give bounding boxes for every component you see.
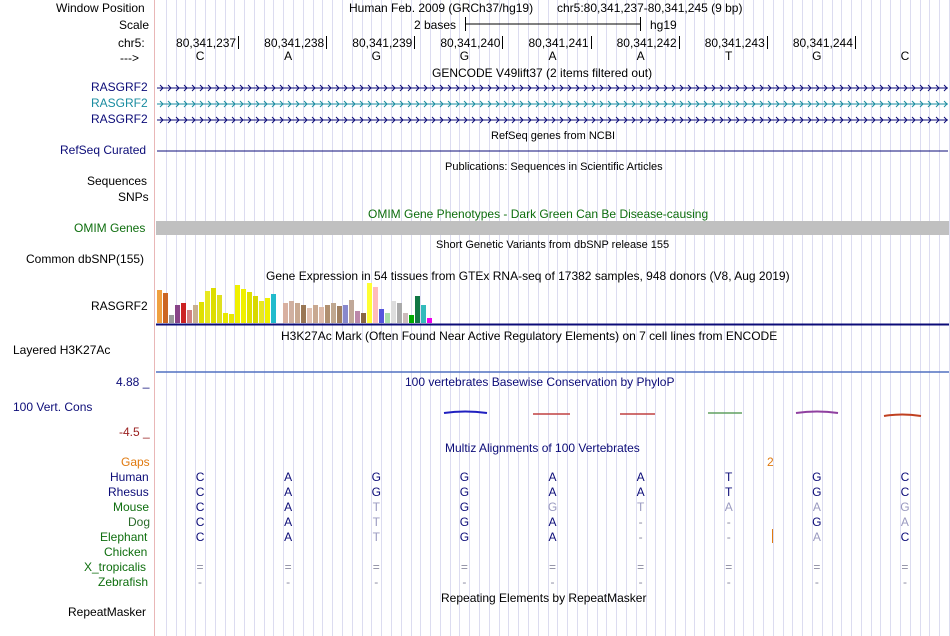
position-readout: chr5:80,341,237-80,341,245 (9 bp) [557,1,743,15]
reference-base: A [548,49,557,63]
species-dog: Dog [128,515,151,529]
gtex-tissue-bar [229,314,234,323]
scale-text: 2 bases [414,18,457,32]
species-elephant: Elephant [100,530,148,544]
coordinate-label: 80,341,241 [528,36,589,50]
alignment-base: = [196,560,204,574]
reference-base: G [812,49,822,63]
gtex-tissue-bar [247,292,252,323]
alignment-base: A [548,530,557,544]
alignment-base: C [195,500,205,514]
layered-h3k27ac-label[interactable]: Layered H3K27Ac [13,343,111,357]
alignment-base: - [726,515,731,529]
scale-db: hg19 [650,18,677,32]
gtex-tissue-bar [289,301,294,323]
gtex-tissue-bar [259,301,264,323]
common-dbsnp-label[interactable]: Common dbSNP(155) [26,252,145,266]
alignment-base: G [459,530,470,544]
alignment-base: = [725,560,733,574]
gtex-tissue-bar [253,296,258,323]
alignment-base: - [638,515,643,529]
alignment-base: A [900,515,909,529]
alignment-base: G [371,470,381,484]
refseq-curated-label[interactable]: RefSeq Curated [60,143,147,157]
alignment-base: - [726,575,731,589]
assembly-name: Human Feb. 2009 (GRCh37/hg19) [349,1,534,15]
gtex-tissue-bar [169,315,174,323]
coordinate-label: 80,341,240 [440,36,501,50]
dbsnp-track-title: Short Genetic Variants from dbSNP release 155 [436,239,670,251]
coordinate-label: 80,341,238 [264,36,325,50]
alignment-base: G [459,470,470,484]
gtex-tissue-bar [373,287,378,323]
alignment-base: G [459,500,470,514]
gtex-tissue-bar [427,318,432,323]
conservation-wiggle [444,412,921,417]
species-zebrafish: Zebrafish [98,575,149,589]
alignment-base: A [548,515,557,529]
gtex-tissue-bar [241,289,246,323]
gtex-tissue-bar [367,283,372,323]
species-x-tropicalis: X_tropicalis [84,560,147,574]
gtex-tissue-bar [193,305,198,323]
alignment-base: A [548,485,557,499]
gtex-tissue-bar [295,303,300,323]
coordinate-label: 80,341,239 [352,36,413,50]
alignment-base: - [726,530,731,544]
alignment-base: A [548,470,557,484]
gtex-tissue-bar [187,310,192,323]
conservation-track-title: 100 vertebrates Basewise Conservation by PhyloP [405,375,675,389]
alignment-base: C [900,530,910,544]
alignment-base: - [462,575,467,589]
gtex-tissue-bar [157,290,162,323]
species-human: Human [110,470,149,484]
gtex-tissue-bar [343,305,348,323]
coordinate-label: 80,341,243 [704,36,765,50]
alignment-base: G [547,500,558,514]
alignment-base: A [284,530,293,544]
alignment-base: T [372,500,380,514]
alignment-base: C [195,530,205,544]
alignment-base: C [900,470,910,484]
alignment-base: = [637,560,645,574]
gtex-tissue-bar [325,305,330,323]
window-position-label: Window Position [56,1,145,15]
reference-base: A [636,49,645,63]
alignment-base: A [284,500,293,514]
gtex-tissue-bar [319,307,324,323]
gencode-item-1[interactable]: RASGRF2 [91,80,148,94]
species-chicken: Chicken [104,545,148,559]
alignment-base: A [284,485,293,499]
alignment-base: A [284,515,293,529]
gtex-track-title: Gene Expression in 54 tissues from GTEx RNA-seq of 17382 samples, 948 donors (V8, Aug 2019) [266,269,790,283]
scale-label: Scale [119,18,150,32]
gtex-tissue-bar [199,302,204,323]
alignment-base: - [374,575,379,589]
gtex-gene-label[interactable]: RASGRF2 [91,299,148,313]
conservation-max-label: 4.88 _ [116,375,150,389]
gaps-count: 2 [767,455,774,469]
omim-genes-label[interactable]: OMIM Genes [74,221,146,235]
gtex-tissue-bar [349,300,354,323]
alignment-base: G [371,485,381,499]
alignment-base: = [901,560,909,574]
h3k27ac-track-title: H3K27Ac Mark (Often Found Near Active Regulatory Elements) on 7 cell lines from ENCODE [281,329,778,343]
species-mouse: Mouse [113,500,150,514]
gtex-tissue-bar [265,298,270,323]
alignment-base: G [812,470,822,484]
reference-base: C [900,49,910,63]
alignment-base: A [636,485,645,499]
gencode-transcripts[interactable] [157,85,948,123]
chrom-label: chr5: [118,36,145,50]
scale-bar [465,17,641,31]
gtex-tissue-bar [205,291,210,323]
gtex-tissue-bar [397,303,402,323]
alignment-base: - [198,575,203,589]
alignment-base: - [902,575,907,589]
conservation-label[interactable]: 100 Vert. Cons [13,400,93,414]
repeatmasker-track-title: Repeating Elements by RepeatMasker [441,591,647,605]
gtex-tissue-bar [313,305,318,323]
gtex-tissue-bar [385,313,390,323]
alignment-base: T [725,470,733,484]
alignment-base: G [812,515,822,529]
snps-label[interactable]: SNPs [118,190,149,204]
alignment-base: A [724,500,733,514]
gtex-tissue-bar [217,295,222,323]
gtex-tissue-bar [283,303,288,323]
gtex-tissue-bar [391,301,396,323]
gtex-tissue-bar [307,308,312,323]
gtex-tissue-bar [211,288,216,323]
alignment-base: = [548,560,556,574]
gencode-track-title: GENCODE V49lift37 (2 items filtered out) [432,66,653,80]
gtex-tissue-bar [175,305,180,323]
repeatmasker-label[interactable]: RepeatMasker [68,605,147,619]
omim-track-title: OMIM Gene Phenotypes - Dark Green Can Be Disease-causing [368,207,709,221]
alignment-base: - [638,575,643,589]
alignment-base: = [813,560,821,574]
alignment-base: C [195,515,205,529]
alignment-base: A [636,470,645,484]
reference-base: T [725,49,733,63]
alignment-base: C [195,485,205,499]
gtex-tissue-bar [163,293,168,323]
alignment-base: C [195,470,205,484]
alignment-base: A [284,470,293,484]
alignment-base: = [284,560,292,574]
gtex-tissue-bar [355,311,360,323]
alignment-base: G [459,515,470,529]
publications-track-title: Publications: Sequences in Scientific Articles [445,161,663,173]
gaps-label: Gaps [121,455,150,469]
alignment-base: - [550,575,555,589]
alignment-base: G [459,485,470,499]
gencode-item-2[interactable]: RASGRF2 [91,96,148,110]
alignment-base: T [725,485,733,499]
gtex-tissue-bar [361,313,366,323]
gtex-expression-bars [157,283,432,323]
alignment-base: T [636,500,645,514]
alignment-base: T [372,530,380,544]
alignment-base: - [638,530,643,544]
reference-base: C [195,49,205,63]
gtex-tissue-bar [337,306,342,323]
reference-base: G [371,49,381,63]
gtex-tissue-bar [331,303,336,323]
gtex-tissue-bar [235,285,240,323]
coordinate-label: 80,341,237 [176,36,237,50]
species-rhesus: Rhesus [108,485,149,499]
gtex-tissue-bar [415,296,420,323]
alignment-base: T [372,515,380,529]
reference-base: A [284,49,293,63]
strand-label: ---> [120,51,139,65]
gtex-tissue-bar [271,294,276,323]
alignment-base: - [286,575,291,589]
alignment-base: A [812,530,821,544]
coordinate-label: 80,341,244 [792,36,853,50]
alignment-base: G [812,485,822,499]
gtex-tissue-bar [403,313,408,323]
gtex-tissue-bar [421,305,426,323]
gtex-tissue-bar [181,303,186,323]
gtex-tissue-bar [301,305,306,323]
alignment-base: - [814,575,819,589]
gtex-tissue-bar [409,315,414,323]
coordinate-label: 80,341,242 [616,36,677,50]
omim-bar[interactable] [156,221,949,235]
alignment-base: = [372,560,380,574]
alignment-base: G [900,500,910,514]
gencode-item-3[interactable]: RASGRF2 [91,112,148,126]
reference-base: G [459,49,470,63]
refseq-track-title: RefSeq genes from NCBI [491,130,616,142]
multiz-track-title: Multiz Alignments of 100 Vertebrates [445,441,640,455]
alignment-base: = [460,560,468,574]
gtex-tissue-bar [223,313,228,323]
conservation-min-label: -4.5 _ [119,425,150,439]
gtex-tissue-bar [379,309,384,323]
sequences-label[interactable]: Sequences [87,174,148,188]
alignment-base: C [900,485,910,499]
alignment-base: A [812,500,821,514]
